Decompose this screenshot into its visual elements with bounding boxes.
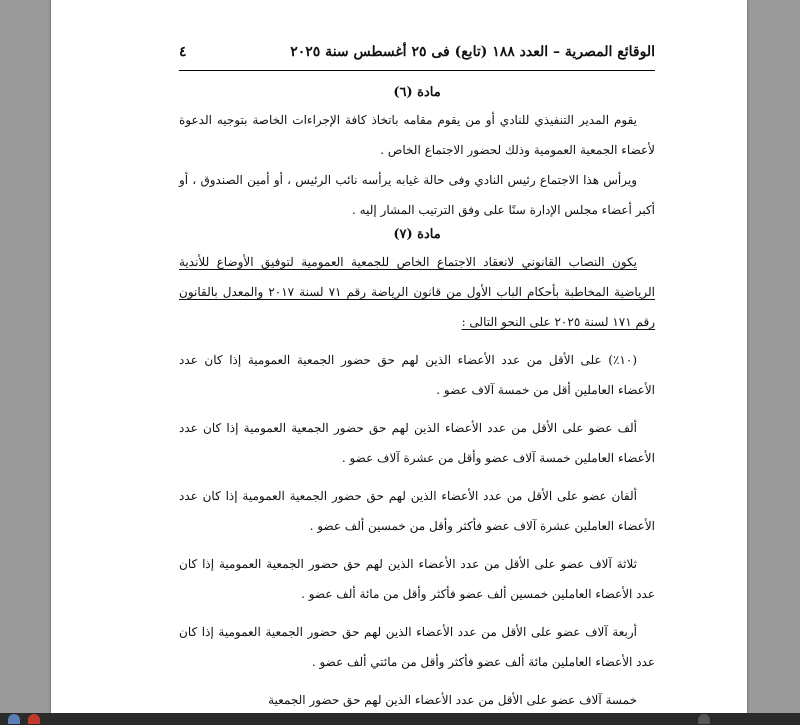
tray-icon[interactable]	[698, 714, 710, 724]
article-7-item: (١٠٪) على الأقل من عدد الأعضاء الذين لهم حق حضور الجمعية العمومية إذا كان عدد الأعضاء العاملين أقل من خمسة آلاف عضو .	[179, 353, 655, 397]
document-page	[51, 0, 747, 713]
article-7-item: ألف عضو على الأقل من عدد الأعضاء الذين لهم حق حضور الجمعية العمومية إذا كان عدد الأعضاء العاملين خمسة آلاف عضو وأقل من عشرة آلاف عضو .	[179, 421, 655, 465]
article-7-item: أربعة آلاف عضو على الأقل من عدد الأعضاء الذين لهم حق حضور الجمعية العمومية إذا كان عدد الأعضاء العاملين مائة ألف عضو فأكثر وأقل من مائتي ألف عضو .	[179, 625, 655, 669]
article-7-item: خمسة آلاف عضو على الأقل من عدد الأعضاء الذين لهم حق حضور الجمعية	[268, 693, 637, 707]
page-header	[179, 40, 655, 71]
article-6-title: مادة (٦)	[393, 85, 441, 100]
article-7-item: ثلاثة آلاف عضو على الأقل من عدد الأعضاء الذين لهم حق حضور الجمعية العمومية إذا كان عدد الأعضاء العاملين خمسين ألف عضو فأكثر وأقل من مائة ألف عضو .	[179, 557, 655, 601]
app-icon[interactable]	[8, 714, 20, 724]
page-content	[179, 40, 655, 713]
article-7-intro: يكون النصاب القانوني لانعقاد الاجتماع الخاص للجمعية العمومية لتوفيق الأوضاع للأندية الرياضية المخاطبة بأحكام الباب الأول من قانون الرياضة رقم ٧١ لسنة ٢٠١٧ والمعدل بالقانون رقم ١٧١ لسنة ٢٠٢٥ على النحو التالى :	[179, 255, 655, 329]
article-6-paragraph: ويرأس هذا الاجتماع رئيس النادي وفى حالة غيابه يرأسه نائب الرئيس ، أو أمين الصندوق ، أو أكبر أعضاء مجلس الإدارة سنًا على وفق الترتيب المشار إليه .	[179, 173, 655, 217]
page-header-title: الوقائع المصرية – العدد ١٨٨ (تابع) فى ٢٥ أغسطس سنة ٢٠٢٥	[290, 44, 655, 60]
page-number: ٤	[179, 44, 187, 60]
article-7-item: ألفان عضو على الأقل من عدد الأعضاء الذين لهم حق حضور الجمعية العمومية إذا كان عدد الأعضاء العاملين عشرة آلاف عضو فأكثر وأقل من خمسين ألف عضو .	[179, 489, 655, 533]
article-7-title: مادة (٧)	[393, 227, 441, 242]
article-6-paragraph: يقوم المدير التنفيذي للنادي أو من يقوم مقامه باتخاذ كافة الإجراءات الخاصة بتوجيه الدعوة لأعضاء الجمعية العمومية وذلك لحضور الاجتماع الخاص .	[179, 113, 655, 157]
taskbar	[0, 713, 800, 725]
browser-icon[interactable]	[28, 714, 40, 724]
